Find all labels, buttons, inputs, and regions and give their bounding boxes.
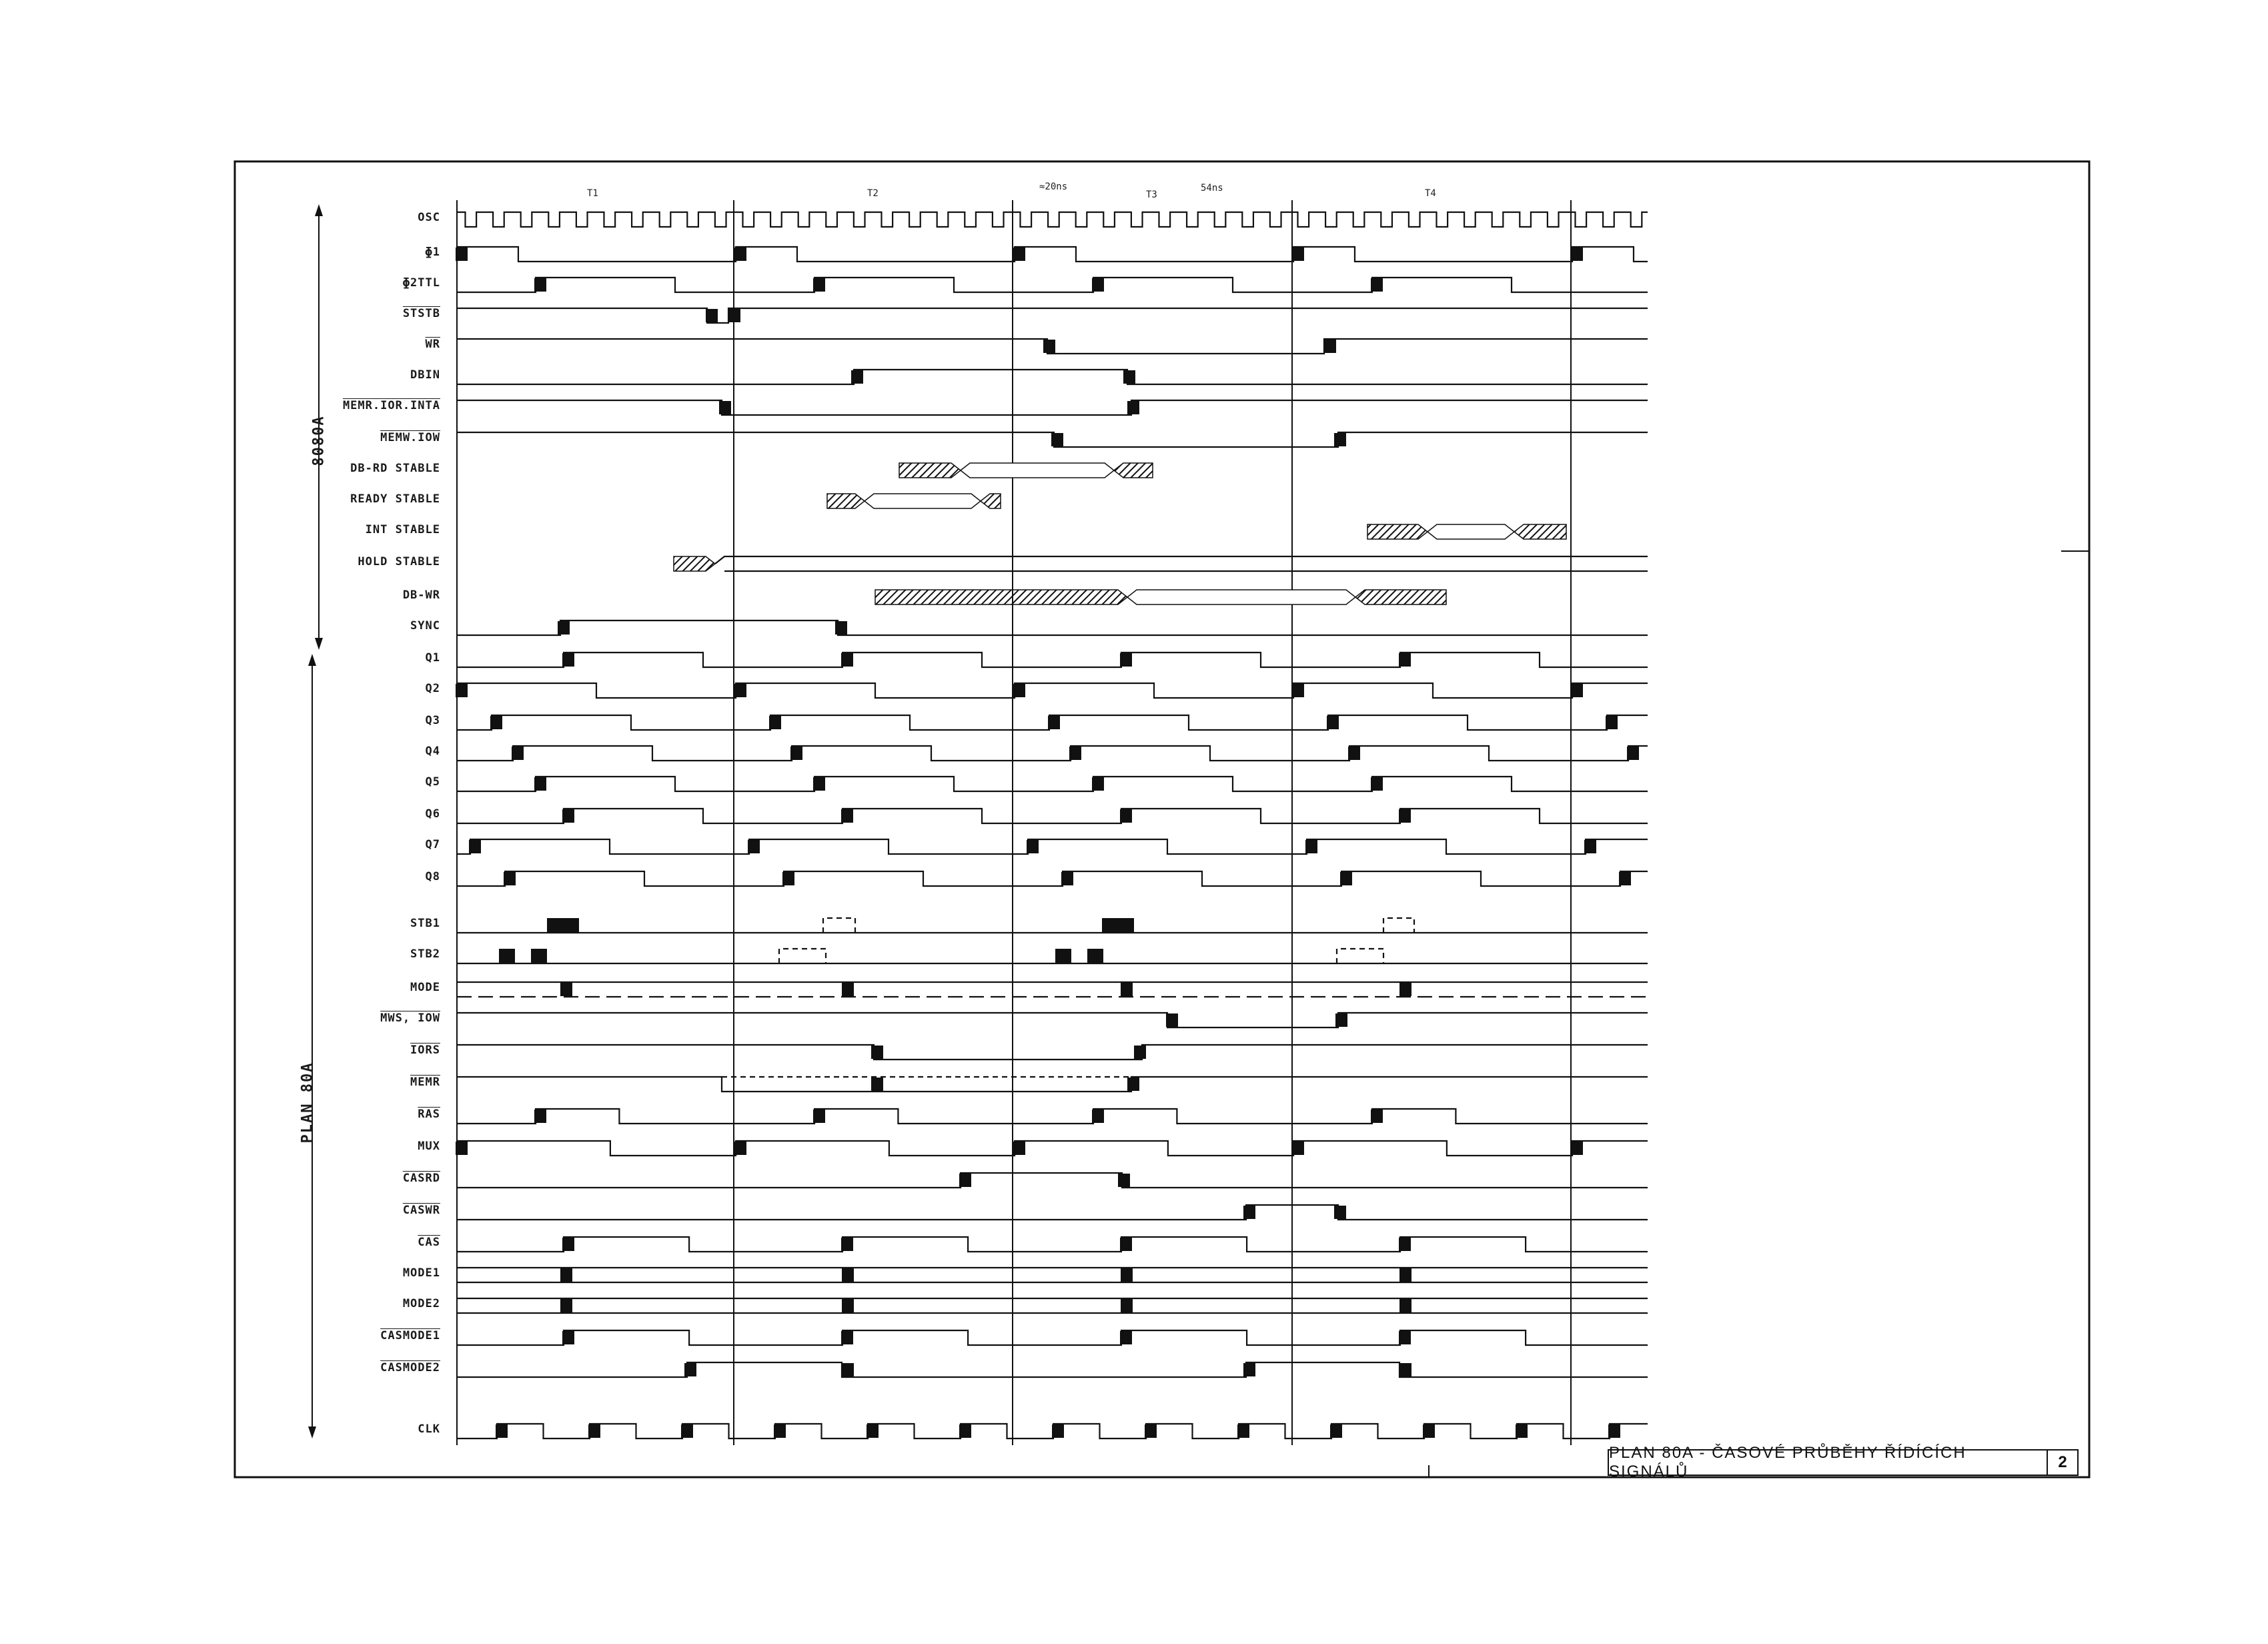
signal-label-mode2 xyxy=(287,1297,440,1310)
signal-label-text: DBIN xyxy=(410,368,440,382)
signal-label-iors xyxy=(287,1044,440,1057)
dbin-edge xyxy=(1123,370,1135,384)
ready-window-hatch-b xyxy=(981,494,1001,508)
mode1-edge xyxy=(560,1268,572,1282)
signal-label-text: Q5 xyxy=(425,775,440,789)
signal-label-phi1 xyxy=(287,246,440,259)
signal-label-overline: CASMODE2 xyxy=(380,1361,440,1374)
sync-wave xyxy=(457,621,1648,635)
signal-label-memr xyxy=(287,399,440,412)
signal-label-wr xyxy=(287,338,440,351)
mws-wave xyxy=(457,1013,1648,1028)
mode2-edge xyxy=(842,1299,854,1312)
state-label-t3: T3 xyxy=(1146,189,1157,200)
mode1-wave xyxy=(457,1268,1648,1282)
mode-edge xyxy=(842,983,854,996)
waveforms xyxy=(456,212,2089,1477)
dbrd-window-hatch-a xyxy=(899,463,961,478)
stb1-dashed-pulse xyxy=(823,918,855,933)
memw-edge xyxy=(1334,433,1346,446)
q7-wave xyxy=(457,839,1648,854)
signal-label-text: ɸ2TTL xyxy=(402,276,440,290)
signal-label-text: MODE2 xyxy=(402,1297,440,1310)
caswr-wave xyxy=(457,1205,1648,1220)
signal-label-overline: MWS, IOW xyxy=(380,1011,440,1025)
signal-label-mws xyxy=(287,1011,440,1025)
sync-edge xyxy=(558,621,570,635)
signal-label-q5 xyxy=(287,775,440,789)
iors-edge xyxy=(871,1046,883,1059)
signal-label-clk xyxy=(287,1422,440,1436)
mode2-wave xyxy=(457,1298,1648,1313)
dbrd-window-stable xyxy=(961,463,1114,478)
state-label-t2: T2 xyxy=(867,188,879,199)
state-label-t1: T1 xyxy=(587,188,598,199)
casm2-edge xyxy=(684,1363,696,1376)
signal-label-text: Q7 xyxy=(425,838,440,851)
casm2-wave xyxy=(457,1362,1648,1377)
signal-label-text: STB1 xyxy=(410,917,440,930)
page-number-box xyxy=(2048,1449,2079,1476)
signal-label-text: MUX xyxy=(418,1140,440,1153)
osc-wave xyxy=(457,212,1648,227)
memr2-wave xyxy=(457,1077,1648,1092)
q8-wave xyxy=(457,871,1648,886)
signal-label-q7 xyxy=(287,838,440,851)
memr-edge xyxy=(719,401,731,414)
dbin-edge xyxy=(851,370,863,384)
caswr-edge xyxy=(1243,1206,1255,1219)
osc-pulse-note: ≈20ns xyxy=(1039,181,1068,192)
signal-label-text: ɸ1 xyxy=(425,246,440,259)
dbin-wave xyxy=(457,370,1648,384)
mode1-edge xyxy=(842,1268,854,1282)
ststb-edge xyxy=(728,309,740,322)
casrd-wave xyxy=(457,1173,1648,1188)
signal-label-text: MODE xyxy=(410,981,440,994)
signal-label-text: DB-RD STABLE xyxy=(350,462,440,475)
signal-label-int xyxy=(287,523,440,536)
signal-label-overline: IORS xyxy=(410,1044,440,1057)
mode1-edge xyxy=(1121,1268,1133,1282)
ready-window-stable xyxy=(865,494,981,508)
q2-wave xyxy=(457,683,1648,698)
dbrd-window-hatch-b xyxy=(1114,463,1153,478)
signal-label-text: HOLD STABLE xyxy=(358,555,440,568)
int-window-stable xyxy=(1428,524,1514,539)
mux-wave xyxy=(457,1141,1648,1156)
group-label-8080a: 8080A xyxy=(310,415,328,466)
signal-label-q3 xyxy=(287,714,440,727)
signal-label-text: Q2 xyxy=(425,682,440,695)
memw-edge xyxy=(1051,433,1063,446)
signal-label-text: Q6 xyxy=(425,807,440,821)
sync-edge xyxy=(835,621,847,635)
mode-edge xyxy=(560,983,572,996)
signal-label-overline: CASMODE1 xyxy=(380,1329,440,1342)
mode2-edge xyxy=(1121,1299,1133,1312)
group-label-plan80a: PLAN 80A xyxy=(299,1062,316,1144)
signal-label-overline: $\overline{WR}$ xyxy=(425,338,440,351)
signal-label-overline: STSTB xyxy=(402,307,440,320)
casm2-edge xyxy=(1399,1363,1411,1376)
wr-edge xyxy=(1043,340,1055,353)
ststb-edge xyxy=(706,309,718,322)
signal-label-mode1 xyxy=(287,1266,440,1280)
stb2-dashed-pulse xyxy=(779,949,826,963)
signal-label-casm2 xyxy=(287,1361,440,1374)
signal-label-text: Q3 xyxy=(425,714,440,727)
mode1-edge xyxy=(1399,1268,1411,1282)
caswr-edge xyxy=(1334,1206,1346,1219)
signal-label-dbin xyxy=(287,368,440,382)
iors-wave xyxy=(457,1045,1648,1060)
casrd-edge xyxy=(959,1174,971,1187)
signal-label-cas xyxy=(287,1236,440,1249)
signal-label-q1 xyxy=(287,651,440,665)
signal-label-casrd xyxy=(287,1172,440,1185)
mws-edge xyxy=(1335,1013,1347,1027)
stb2-pulse xyxy=(1055,949,1071,963)
signal-label-q4 xyxy=(287,745,440,758)
mode2-edge xyxy=(1399,1299,1411,1312)
memr2-edge xyxy=(1127,1078,1139,1091)
signal-label-text: CLK xyxy=(418,1422,440,1436)
signal-label-text: Q4 xyxy=(425,745,440,758)
period-note: 54ns xyxy=(1201,183,1223,193)
int-window-hatch-b xyxy=(1514,524,1566,539)
frame-border xyxy=(235,161,2089,1477)
stb1-dashed-pulse xyxy=(1383,918,1414,933)
signal-label-text: OSC xyxy=(418,211,440,224)
signal-label-memw xyxy=(287,431,440,444)
memr2-edge xyxy=(871,1078,883,1091)
signal-label-q8 xyxy=(287,870,440,883)
stb2-pulse xyxy=(531,949,547,963)
signal-label-overline: CASWR xyxy=(402,1204,440,1217)
group-arrows xyxy=(308,204,323,1438)
signal-label-overline: $\overline{CAS}$ xyxy=(418,1236,440,1249)
mode-edge xyxy=(1399,983,1411,996)
signal-label-ststb xyxy=(287,307,440,320)
signal-label-overline: MEMW.IOW xyxy=(380,431,440,444)
title-block xyxy=(1608,1444,2048,1481)
casm2-edge xyxy=(842,1363,854,1376)
signal-label-text: STB2 xyxy=(410,947,440,961)
memr-wave xyxy=(457,400,1648,415)
signal-label-osc xyxy=(287,211,440,224)
mode-edge xyxy=(1121,983,1133,996)
mode2-edge xyxy=(560,1299,572,1312)
signal-label-stb1 xyxy=(287,917,440,930)
signal-label-dbwr xyxy=(287,588,440,602)
phi1-wave xyxy=(457,247,1648,262)
stb2-pulse xyxy=(1087,949,1103,963)
signal-label-q6 xyxy=(287,807,440,821)
title-text: PLAN 80A - ČASOVÉ PRŮBĚHY ŘÍDÍCÍCH SIGNÁLŮ xyxy=(1609,1444,1966,1481)
ready-window-hatch-a xyxy=(827,494,865,508)
stb1-pulse xyxy=(1102,918,1134,933)
page-number: 2 xyxy=(2058,1453,2067,1471)
signal-label-overline: MEMR xyxy=(410,1076,440,1089)
q6-wave xyxy=(457,809,1648,823)
q4-wave xyxy=(457,746,1648,761)
dbwr-window-stable xyxy=(1127,590,1355,604)
signal-label-mode xyxy=(287,981,440,994)
dbwr-window-hatch-b xyxy=(1355,590,1446,604)
signal-label-caswr xyxy=(287,1204,440,1217)
memr-edge xyxy=(1127,401,1139,414)
signal-label-text: READY STABLE xyxy=(350,492,440,506)
hold-stable xyxy=(715,556,1648,571)
mws-edge xyxy=(1166,1013,1178,1027)
stb1-pulse xyxy=(547,918,579,933)
wr-edge xyxy=(1324,340,1336,353)
casrd-edge xyxy=(1118,1174,1130,1187)
casm1-wave xyxy=(457,1330,1648,1345)
signal-label-hold xyxy=(287,555,440,568)
ras-wave xyxy=(457,1109,1648,1124)
signal-label-sync xyxy=(287,619,440,633)
signal-label-text: INT STABLE xyxy=(365,523,440,536)
cas-wave xyxy=(457,1237,1648,1252)
signal-label-ready xyxy=(287,492,440,506)
signal-label-text: Q8 xyxy=(425,870,440,883)
state-label-t4: T4 xyxy=(1425,188,1436,199)
q1-wave xyxy=(457,653,1648,667)
signal-label-overline: $\overline{RAS}$ xyxy=(418,1108,440,1121)
signal-label-dbrd xyxy=(287,462,440,475)
signal-label-text: DB-WR xyxy=(402,588,440,602)
signal-label-stb2 xyxy=(287,947,440,961)
dbwr-window-hatch-a xyxy=(875,590,1127,604)
phi2-wave xyxy=(457,278,1648,292)
signal-label-text: SYNC xyxy=(410,619,440,633)
signal-label-overline: CASRD xyxy=(402,1172,440,1185)
casm2-edge xyxy=(1243,1363,1255,1376)
q5-wave xyxy=(457,777,1648,791)
int-window-hatch-a xyxy=(1367,524,1428,539)
stb2-pulse xyxy=(499,949,515,963)
signal-label-q2 xyxy=(287,682,440,695)
hold-hatch xyxy=(674,556,715,571)
signal-label-overline: MEMR.IOR.INTA xyxy=(342,399,440,412)
ststb-wave xyxy=(457,308,1648,323)
signal-label-phi2 xyxy=(287,276,440,290)
signal-label-text: Q1 xyxy=(425,651,440,665)
signal-label-casm1 xyxy=(287,1329,440,1342)
iors-edge xyxy=(1134,1046,1146,1059)
signal-label-text: MODE1 xyxy=(402,1266,440,1280)
stb2-dashed-pulse xyxy=(1337,949,1383,963)
